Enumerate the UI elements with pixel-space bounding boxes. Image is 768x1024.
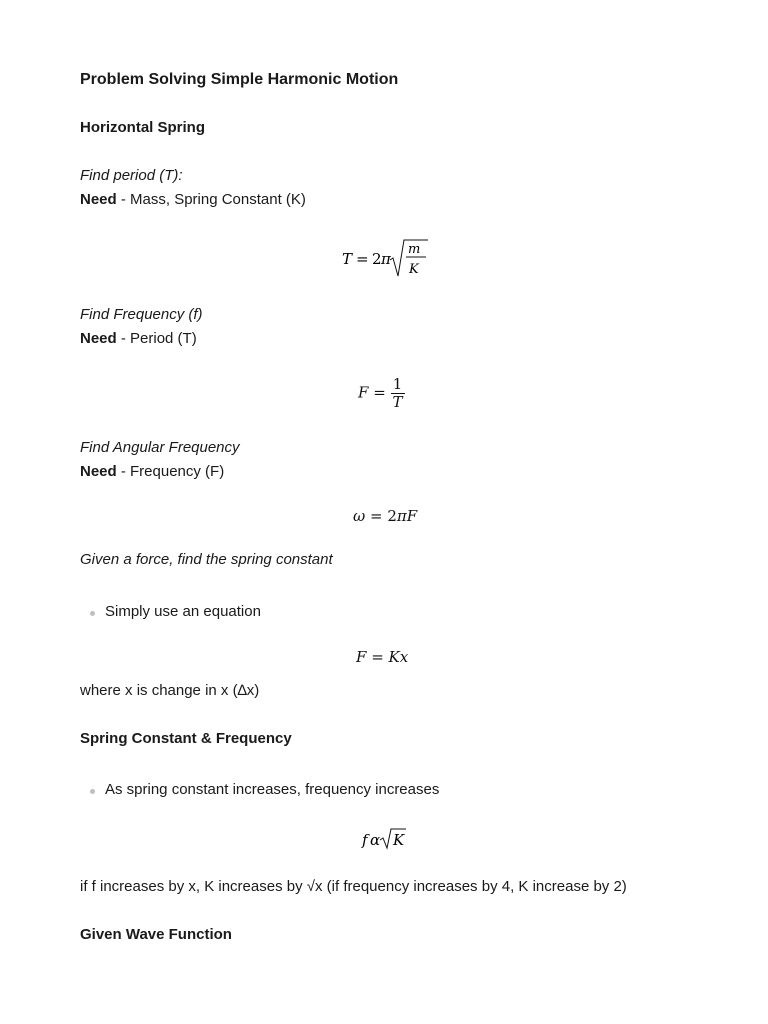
heading-spring-constant-frequency: Spring Constant & Frequency xyxy=(80,730,292,747)
need-bold: Need xyxy=(80,463,117,480)
label-find-period: Find period (T): xyxy=(80,167,183,184)
svg-text:m: m xyxy=(408,242,421,257)
need-text: - Mass, Spring Constant (K) xyxy=(116,191,306,208)
need-line-period xyxy=(80,190,306,210)
svg-text:T: T xyxy=(342,250,353,268)
svg-text:f: f xyxy=(362,831,368,849)
label-find-angular-frequency: Find Angular Frequency xyxy=(80,439,240,456)
formula-period xyxy=(340,236,440,282)
svg-text:K: K xyxy=(393,831,405,849)
formula-proportional xyxy=(360,826,410,852)
fraction: $\frac{1}{T}$ xyxy=(392,375,403,411)
note-frequency-scaling: if f increases by x, K increases by √x (if frequency increases by 4, K increase by 2) xyxy=(80,878,627,895)
label-find-frequency: Find Frequency (f) xyxy=(80,306,203,323)
svg-text:α: α xyxy=(370,831,381,849)
need-text: - Frequency (F) xyxy=(116,463,225,480)
bullet-constant-increases: As spring constant increases, frequency increases xyxy=(105,781,440,798)
bullet-marker xyxy=(90,789,95,794)
need-line-angular xyxy=(80,462,224,482)
need-line-frequency xyxy=(80,329,197,349)
need-bold: Need xyxy=(80,191,117,208)
formula-frequency: F = $\frac{1}{T}$ xyxy=(358,375,403,411)
need-bold: Need xyxy=(80,330,117,347)
formula-proportional-svg xyxy=(360,826,410,852)
heading-given-wave-function: Given Wave Function xyxy=(80,926,232,943)
formula-period-svg xyxy=(340,236,440,282)
svg-text:K: K xyxy=(409,262,419,277)
formula-angular: ω = 2πF xyxy=(353,507,418,525)
bullet-marker xyxy=(90,611,95,616)
svg-text:2: 2 xyxy=(372,250,382,268)
note-change-in-x: where x is change in x (∆x) xyxy=(80,682,260,699)
svg-text:=: = xyxy=(356,250,369,268)
heading-horizontal-spring: Horizontal Spring xyxy=(80,119,205,136)
page-title: Problem Solving Simple Harmonic Motion xyxy=(80,71,399,88)
label-given-force: Given a force, find the spring constant xyxy=(80,551,333,568)
formula-hooke: F = Kx xyxy=(356,648,409,666)
need-text: - Period (T) xyxy=(116,330,197,347)
bullet-simple-equation: Simply use an equation xyxy=(105,603,261,620)
svg-text:π: π xyxy=(381,250,391,268)
